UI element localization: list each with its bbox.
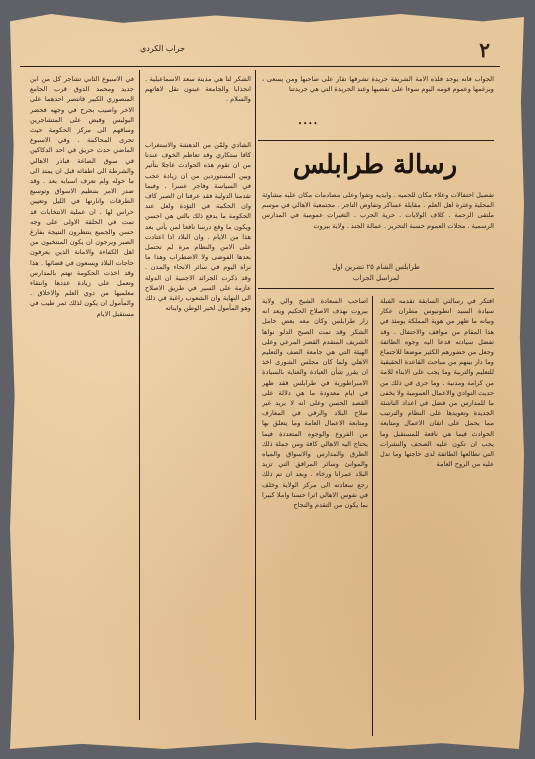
article-summary: تفصيل احتفالات وعلاء مكان للحميه . وايديه وتفوا وعلى مصادمات مكان عليه مشاوئة المحلية وعثرة اهل العلم . مقابلة عساكر وتفاوض التاجر . مجتمعية الاهالي في موسم ملتقى الرحمة . كلاف الولايات . حرية الحرب . التغيرات عمومية في المدارس الرسمية . محلات العموم حسبة التحرير . عمالة الجند . ولاية بيروت [262,191,494,230]
dateline-signature: لمراسل الجراب [352,274,400,282]
page-header [20,38,498,62]
headline-rule-bottom [258,288,494,289]
middle-column-top: الشكر لنا هي مدينة سعد الاسماعيلية . انجذابا والجامعة عيتون نقل لاهاتهم والسلام . [145,75,251,104]
article-body-middle: اصاحب السعادة الشيخ والي ولاية بيروت بهدف الاصلاح الحكيم ويعد انه زار طرابلس وكان معه بعض حامل الشكر وقد تمت الصبح الدلو نواها الشريف المتقدم القصر المرعي وعلى الهيئة التي هي جامعة الصف والتعليم الاهلي ولما كان مجلس الشورى اخذ ان يقرر شأن العبادة والعناية بالسيادة الامبراطورية في طرابلس فقد ظهر في ايام معدودة ما هي دلالة على القصد الحسن وعلى انه لا يريد غير صلاح البلاد والرقي في المعارف ومتابعة الاعمال العامة وما يتعلق بها من الفروع والوجوه المتعددة فيما يحتاج اليه الاهالي كافة ومن جملة ذلك الطرق والمدارس والاسواق والمياه والموانئ وسائر المرافق التي تزيد البلاد عمرانا ورخاء . وبعد ان تم ذلك رجع سعادته الى مركز الولاية وخلف في نفوس الاهالي اثرا حسنا واملا كبيرا بما يكون من التقدم والنجاح [262,297,368,510]
header-rule [20,66,500,67]
left-column: في الاسبوع الثاني تشاجر كل من ابن جديد ومحمد الدوق قرب الجامع المنصوري الكبير فانتصر احدهما على الاخر واصيب بجرح في وجهه فحضر البوليس وقبض على المتشاجرين وساقهم الى مركز الحكومة حيث تجرى المحاكمة . وفي الاسبوع الماضي حدث حريق في احد الدكاكين في سوق الصاغة فبادر الاهالي والشرطة الى اطفائه قبل ان يمتد الى ما حوله ولم تعرف اسبابه بعد . وقد صدر الامر بتنظيم الاسواق وتوسيع الطرقات وانارتها في الليل وتعيين حراس لها . ان عملية الانتخابات قد تمت في الحلقة الاولى على وجه حسن والجميع ينتظرون النتيجة بفارغ الصبر ويرجون ان يكون المنتخبون من اهل الكفاءة والامانة الذين يعرفون حاجات البلاد ويسعون في قضائها . هذا وقد اخذت الحكومة تهتم بالمدارس وتعمل على زيادة عددها وانتقاء معلميها من ذوي العلم والاخلاق . والمأمول ان يكون لذلك ثمر طيب في مستقبل الايام [30,75,134,318]
page-number: ٢ [479,38,490,62]
middle-column-body: الشادي ولمّن من الدهشة والاستغراب كافا ستكاري وقد تعاظم الخوف عندنا من ان تقوم هذه الحوادث عاجلا بتأثير وبين المستوردين من ان زيادة عجب في السياسة وفاجر عسرا . وفيما تقدمنا الدولية فقد عرفنا ان الصبر كاف وان الحكمة في التؤدة ولعل عند الحكومة ما يدفع ذلك بالتي هي احسن ويكون ما وقع درسا نافعا لمن يأتي بعد هذا من الايام . وان البلاد اذا اعتادت على الامن والنظام مرة لم تحتمل بعدها الفوضى ولا الاضطراب وهذا ما نراه اليوم في سائر الانحاء والمدن . وقد ذكرت الجرائد الاجنبية ان الدولة عازمة على السير في طريق الاصلاح الى النهاية وان الشعوب راغبة في ذلك وهو المأمول لخير الوطن وابنائه [145,141,251,313]
inner-column-rule [372,296,373,736]
dateline-text: طرابلس الشام ٢٥ تشرين اول [332,263,420,271]
article-dateline [258,262,494,284]
article-headline: رسالة طرابلس [292,150,458,180]
column-rule-left [139,70,140,720]
article-intro: الجواب فانه يوجد فلذه الامة الشريفة جريدة تشرفها تقار على صاحبها ومن يسعى ، ويرغمها وعموم قومه اليوم سوءا على تقضيها وعند الجريدة التي هي جريدتنا [262,75,494,94]
separator-stars: •••• [298,120,319,128]
article-body-right: افتكر في رسالتي السابقة تقدمه القبلة سيادة السيد انطونيوس مطران عكار وبيانه ما ظهر من هوية المملكة يومئذ في هذا المقام من مواقف والاحتفال . وقد تفضل سيادته فدعا اليه وجوه الطائفة وجعل من حضورهم الكثير موضعا للاجتماع وما دار بينهم من مباحث القاعدة الحقيقية للتعليم والتربية وما يجب على الابناء للامة من كرامة ومدنية . وما جرى في ذلك من حديث النوادي والاعمال العمومية ولا يخفى ما للمدارس من فضل في اعداد الناشئة الجديدة وتعويدها على النظام والترتيب مما يحمل على اتقان الاعمال ومتابعة الحوادث فيما هي نافعة للمستقبل وما يجب ان تكون عليه الصحف والنشرات التي تطالعها الطائفة لدى حاجتها وما تدل عليه من الروح العامة [380,297,494,469]
headline-rule-top [258,140,494,141]
paper-name: جراب الكردي [140,44,185,53]
